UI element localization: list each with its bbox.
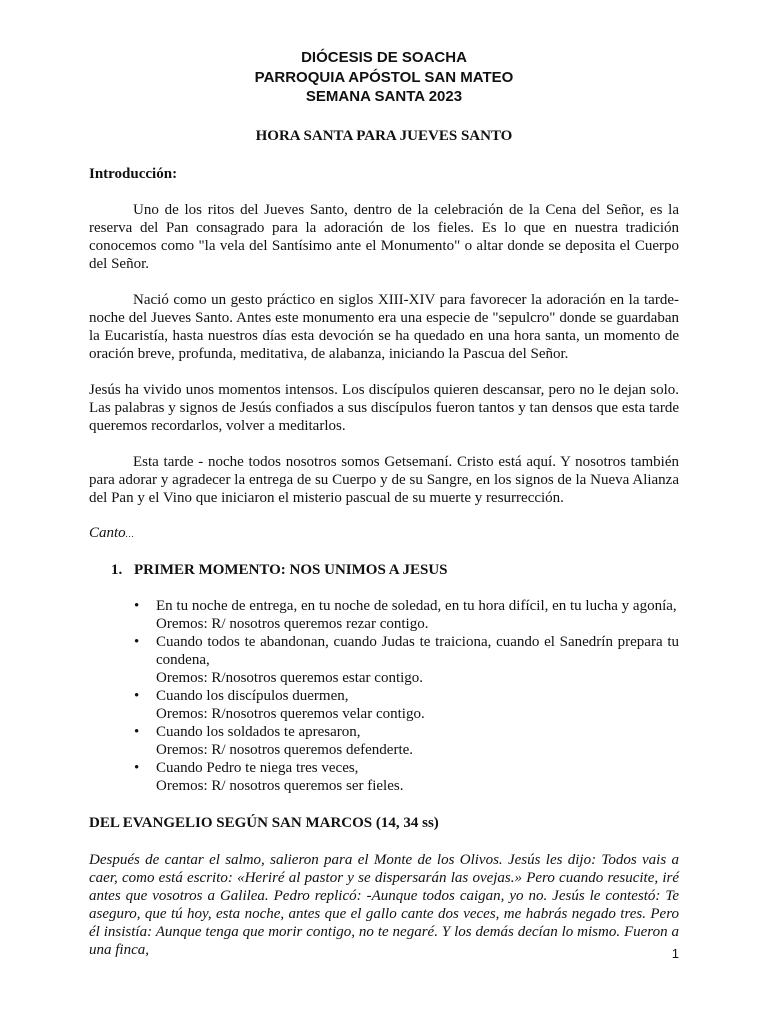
gospel-heading: DEL EVANGELIO SEGÚN SAN MARCOS (14, 34 ss) bbox=[89, 814, 439, 831]
list-item bbox=[134, 633, 679, 687]
list-item bbox=[134, 597, 679, 633]
intro-paragraph-1: Uno de los ritos del Jueves Santo, dentro de la celebración de la Cena del Señor, es la reserva del Pan consagrado para la adoración de los fieles. Es lo que en nuestra tradición conocemos como "la vela del Santísimo ante el Monumento" o altar donde se deposita el Cuerpo del Señor. bbox=[89, 201, 679, 272]
canto-cue bbox=[89, 524, 679, 543]
canto-label: Canto bbox=[89, 524, 126, 541]
bullet-icon: • bbox=[134, 633, 140, 650]
header-parish: PARROQUIA APÓSTOL SAN MATEO bbox=[254, 68, 514, 86]
invocation-text: En tu noche de entrega, en tu noche de soledad, en tu hora difícil, en tu lucha y agonía, bbox=[156, 597, 677, 614]
invocation-response: Oremos: R/ nosotros queremos rezar contigo. bbox=[156, 615, 429, 632]
invocation-response: Oremos: R/ nosotros queremos ser fieles. bbox=[156, 777, 404, 794]
header-diocese: DIÓCESIS DE SOACHA bbox=[301, 49, 467, 66]
bullet-icon: • bbox=[134, 723, 140, 740]
document-title: HORA SANTA PARA JUEVES SANTO bbox=[255, 127, 513, 144]
gospel-passage: Después de cantar el salmo, salieron para el Monte de los Olivos. Jesús les dijo: Todos vais a caer, como está escrito: «Heriré al pastor y se dispersarán las ovejas.» Pero cuando resucite, iré antes que vosotros a Galilea. Pedro replicó: -Aunque todos caigan, yo no. Jesús le contestó: Te aseguro, que tú hoy, esta noche, antes que el gallo cante dos veces, me habrás negado tres. Pero él insistía: Aunque tenga que morir contigo, no te negaré. Y los demás decían lo mismo. Fueron a una finca, bbox=[89, 851, 679, 958]
invocation-text: Cuando todos te abandonan, cuando Judas te traiciona, cuando el Sanedrín prepara tu condena, bbox=[156, 633, 679, 668]
intro-paragraph-2: Nació como un gesto práctico en siglos XIII-XIV para favorecer la adoración en la tarde-noche del Jueves Santo. Antes este monumento era una especie de "sepulcro" donde se guardaban la Eucaristía, hasta nuestros días esta devoción se ha quedado en una hora santa, un momento de oración breve, profunda, meditativa, de alabanza, iniciando la Pascua del Señor. bbox=[89, 291, 679, 362]
header-season: SEMANA SANTA 2023 bbox=[305, 88, 463, 105]
invocation-response: Oremos: R/ nosotros queremos defenderte. bbox=[156, 741, 414, 758]
bullet-icon: • bbox=[134, 597, 140, 614]
invocation-text: Cuando los soldados te apresaron, bbox=[156, 723, 361, 740]
invocation-text: Cuando Pedro te niega tres veces, bbox=[156, 759, 359, 776]
section-title: PRIMER MOMENTO: NOS UNIMOS A JESUS bbox=[134, 561, 448, 578]
section-number: 1. bbox=[111, 561, 123, 578]
list-item bbox=[134, 759, 679, 795]
intro-paragraph-3: Jesús ha vivido unos momentos intensos. Los discípulos quieren descansar, pero no le dejan solo. Las palabras y signos de Jesús confiados a sus discípulos fueron tantos y tan densos que esta tarde queremos recordarlos, volver a meditarlos. bbox=[89, 381, 679, 434]
invocation-list bbox=[89, 597, 679, 795]
bullet-icon: • bbox=[134, 687, 140, 704]
bullet-icon: • bbox=[134, 759, 140, 776]
invocation-text: Cuando los discípulos duermen, bbox=[156, 687, 349, 704]
intro-paragraph-4: Esta tarde - noche todos nosotros somos Getsemaní. Cristo está aquí. Y nosotros también para adorar y agradecer la entrega de su Cuerpo y de su Sangre, en los signos de la Nueva Alianza del Pan y el Vino que iniciaron el misterio pascual de su muerte y resurrección. bbox=[89, 453, 679, 506]
canto-ellipsis: … bbox=[125, 528, 134, 539]
document-header bbox=[89, 48, 679, 107]
introduction-heading: Introducción: bbox=[89, 165, 178, 182]
section-heading-1 bbox=[89, 561, 679, 579]
list-item bbox=[134, 687, 679, 723]
list-item bbox=[134, 723, 679, 759]
page-number: 1 bbox=[671, 946, 679, 961]
invocation-response: Oremos: R/nosotros queremos estar contigo. bbox=[156, 669, 424, 686]
invocation-response: Oremos: R/nosotros queremos velar contigo. bbox=[156, 705, 425, 722]
